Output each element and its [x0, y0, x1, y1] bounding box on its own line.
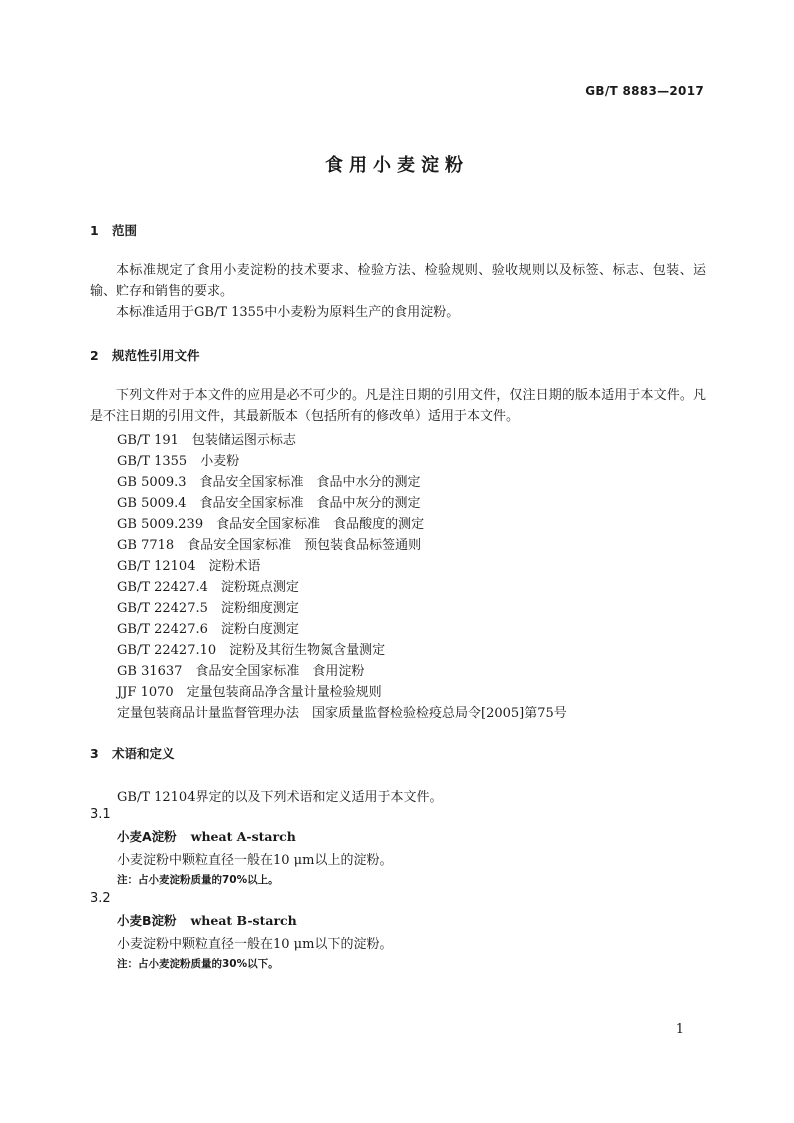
section-2-heading	[90, 346, 200, 364]
section-title: 范围	[112, 223, 138, 238]
reference-item: JJF 1070 定量包装商品净含量计量检验规则	[117, 685, 382, 700]
reference-item: GB/T 22427.4 淀粉斑点测定	[117, 580, 299, 595]
term-note: 注：占小麦淀粉质量的30%以下。	[117, 958, 279, 970]
reference-item: GB 5009.4 食品安全国家标准 食品中灰分的测定	[117, 496, 421, 511]
section-1-heading	[90, 221, 137, 239]
reference-item: GB/T 191 包装储运图示标志	[117, 433, 296, 448]
document-title: 食用小麦淀粉	[325, 155, 469, 176]
section-title: 术语和定义	[112, 746, 175, 761]
reference-item: GB/T 22427.10 淀粉及其衍生物氮含量测定	[117, 643, 386, 658]
reference-item: GB/T 1355 小麦粉	[117, 454, 240, 469]
section-2-intro: 下列文件对于本文件的应用是必不可少的。凡是注日期的引用文件，仅注日期的版本适用于本文件。凡是不注日期的引用文件，其最新版本（包括所有的修改单）适用于本文件。	[90, 388, 706, 424]
reference-item: GB 7718 食品安全国家标准 预包装食品标签通则	[117, 538, 422, 553]
section-number: 1	[90, 223, 99, 238]
section-3-heading	[90, 744, 175, 762]
section-3-intro: GB/T 12104界定的以及下列术语和定义适用于本文件。	[117, 790, 443, 805]
term-number: 3.1	[90, 807, 111, 822]
reference-item: GB 31637 食品安全国家标准 食用淀粉	[117, 664, 365, 679]
reference-item: GB/T 22427.5 淀粉细度测定	[117, 601, 299, 616]
term-heading	[117, 911, 297, 929]
reference-item: GB 5009.3 食品安全国家标准 食品中水分的测定	[117, 475, 421, 490]
reference-item: GB/T 12104 淀粉术语	[117, 559, 261, 574]
term-english: wheat B-starch	[190, 913, 297, 928]
reference-item: 定量包装商品计量监督管理办法 国家质量监督检验检疫总局令[2005]第75号	[117, 706, 567, 721]
term-number: 3.2	[90, 891, 111, 906]
term-definition: 小麦淀粉中颗粒直径一般在10 μm以下的淀粉。	[117, 937, 393, 952]
term-chinese: 小麦A淀粉	[117, 829, 177, 844]
section-1-paragraph-2: 本标准适用于GB/T 1355中小麦粉为原料生产的食用淀粉。	[116, 305, 460, 320]
section-number: 2	[90, 348, 99, 363]
reference-item: GB 5009.239 食品安全国家标准 食品酸度的测定	[117, 517, 425, 532]
term-chinese: 小麦B淀粉	[117, 913, 177, 928]
reference-item: GB/T 22427.6 淀粉白度测定	[117, 622, 299, 637]
section-1-paragraph-1: 本标准规定了食用小麦淀粉的技术要求、检验方法、检验规则、验收规则以及标签、标志、包装、运输、贮存和销售的要求。	[90, 263, 706, 299]
standard-code: GB/T 8883—2017	[585, 84, 704, 98]
term-note: 注：占小麦淀粉质量的70%以上。	[117, 874, 279, 886]
term-definition: 小麦淀粉中颗粒直径一般在10 μm以上的淀粉。	[117, 853, 393, 868]
section-title: 规范性引用文件	[112, 348, 200, 363]
page-number: 1	[675, 1022, 684, 1037]
term-english: wheat A-starch	[190, 829, 296, 844]
term-heading	[117, 827, 296, 845]
section-number: 3	[90, 746, 99, 761]
